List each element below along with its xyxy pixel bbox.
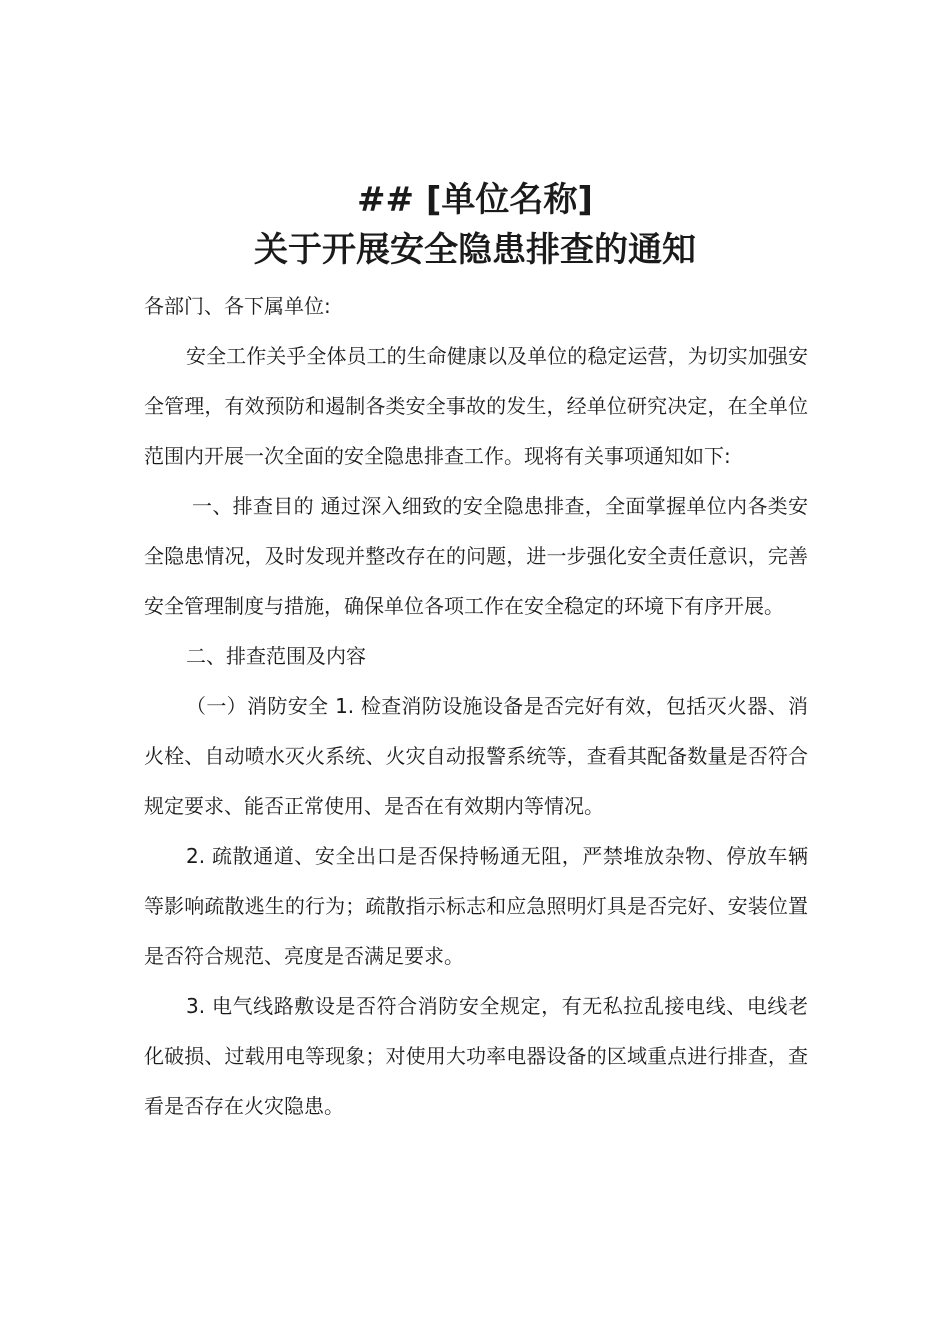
section-heading-scope: 二、排查范围及内容 <box>186 644 366 668</box>
document-body <box>144 281 808 1131</box>
paragraph-fire-safety-1: （一）消防安全 1. 检查消防设施设备是否完好有效，包括灭火器、消火栓、自动喷水灭火系统、火灾自动报警系统等，查看其配备数量是否符合规定要求、能否正常使用、是否在有效期内等情况。 <box>144 694 808 818</box>
paragraph-fire-safety-3: 3. 电气线路敷设是否符合消防安全规定，有无私拉乱接电线、电线老化破损、过载用电等现象；对使用大功率电器设备的区域重点进行排查，查看是否存在火灾隐患。 <box>144 994 808 1118</box>
document-title: 关于开展安全隐患排查的通知 <box>254 230 696 270</box>
document-title-unit: ## [单位名称] <box>357 180 593 220</box>
paragraph-purpose: 一、排查目的 通过深入细致的安全隐患排查，全面掌握单位内各类安全隐患情况，及时发现并整改存在的问题，进一步强化安全责任意识，完善安全管理制度与措施，确保单位各项工作在安全稳定的环境下有序开展。 <box>144 494 808 618</box>
paragraph-fire-safety-2: 2. 疏散通道、安全出口是否保持畅通无阻，严禁堆放杂物、停放车辆等影响疏散逃生的行为；疏散指示标志和应急照明灯具是否完好、安装位置是否符合规范、亮度是否满足要求。 <box>144 844 808 968</box>
salutation: 各部门、各下属单位: <box>144 294 331 318</box>
paragraph-intro: 安全工作关乎全体员工的生命健康以及单位的稳定运营，为切实加强安全管理，有效预防和遏制各类安全事故的发生，经单位研究决定，在全单位范围内开展一次全面的安全隐患排查工作。现将有关事项通知如下: <box>144 344 808 468</box>
